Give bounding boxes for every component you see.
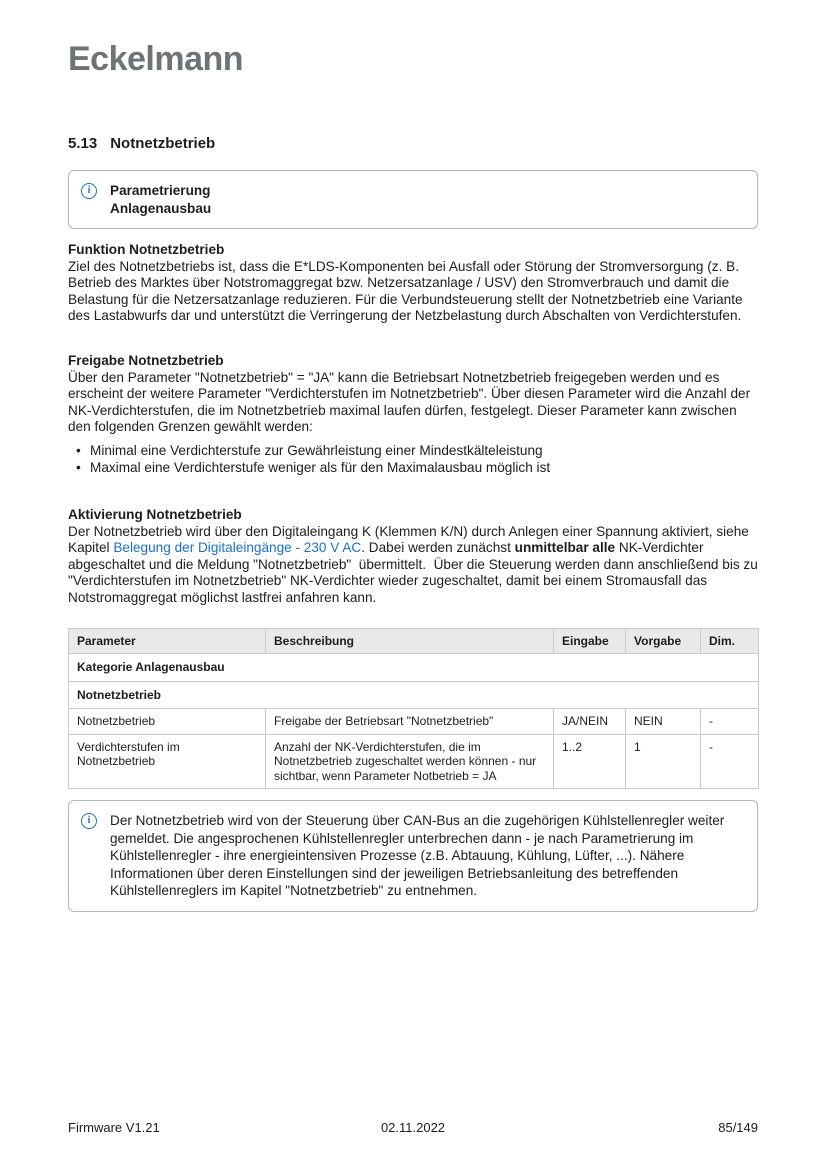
- aktivierung-section: [68, 506, 762, 607]
- column-header-eingabe: Eingabe: [554, 628, 626, 654]
- freigabe-section: [68, 353, 758, 476]
- info-box-text: [110, 182, 211, 217]
- bullet-item: • Minimal eine Verdichterstufe zur Gewährleistung einer Mindestkälteleistung: [76, 442, 758, 459]
- section-row-kategorie: Kategorie Anlagenausbau: [69, 654, 759, 682]
- funktion-section: [68, 242, 758, 325]
- cell-parameter: Notnetzbetrieb: [69, 709, 266, 735]
- footer-page-number: 85/149: [718, 1120, 758, 1135]
- footer-date: 02.11.2022: [380, 1120, 446, 1135]
- cell-eingabe: JA/NEIN: [554, 709, 626, 735]
- info-box-bottom-text: Der Notnetzbetrieb wird von der Steuerung über CAN-Bus an die zugehörigen Kühlstellenregler weiter gemeldet. Die angesprochenen Kühlstellenregler unterbrechen dann - je nach Parametrierung im Kühlstellenregler - ihre energieintensiven Prozesse (z.B. Abtauung, Kühlung, Lüfter, ...). Nähere Informationen über deren Einstellungen sind der jeweiligen Betriebsanleitung des betreffenden Kühlstellenreglers im Kapitel "Notnetzbetrieb" zu entnehmen.: [110, 813, 725, 898]
- aktivierung-text-after-link: . Dabei werden zunächst: [361, 540, 515, 556]
- section-number: 5.13: [68, 135, 98, 152]
- table-section-row: [69, 654, 759, 682]
- cell-beschreibung: Anzahl der NK-Verdichterstufen, die im Notnetzbetrieb zugeschaltet werden können - nur sichtbar, wenn Parameter Notbetrieb = JA: [266, 734, 554, 789]
- company-logo: Eckelmann: [68, 40, 244, 78]
- table-row: [69, 734, 759, 789]
- cell-dim: -: [701, 734, 759, 789]
- column-header-parameter: Parameter: [69, 628, 266, 654]
- column-header-beschreibung: Beschreibung: [266, 628, 554, 654]
- section-row-notnetzbetrieb: Notnetzbetrieb: [69, 681, 759, 709]
- freigabe-paragraph: Über den Parameter "Notnetzbetrieb" = "JA" kann die Betriebsart Notnetzbetrieb freigegeben werden und es erscheint der weitere Parameter "Verdichterstufen im Notnetzbetrieb". Über diesen Parameter wird die Anzahl der NK-Verdichterstufen, die im Notnetzbetrieb maximal laufen dürfen, festgelegt. Dieser Parameter kann zwischen den folgenden Grenzen gewählt werden:: [68, 369, 751, 435]
- table-section-row: [69, 681, 759, 709]
- footer-firmware-version: Firmware V1.21: [68, 1120, 160, 1135]
- cell-beschreibung: Freigabe der Betriebsart "Notnetzbetrieb": [266, 709, 554, 735]
- column-header-vorgabe: Vorgabe: [626, 628, 701, 654]
- page-footer: [68, 1120, 758, 1135]
- funktion-heading: Funktion Notnetzbetrieb: [68, 242, 225, 257]
- info-box-parametrierung: [68, 170, 758, 229]
- cell-eingabe: 1..2: [554, 734, 626, 789]
- info-line-anlagenausbau: Anlagenausbau: [110, 200, 212, 216]
- aktivierung-bold-text: unmittelbar alle: [514, 540, 616, 556]
- cell-dim: -: [701, 709, 759, 735]
- cell-vorgabe: NEIN: [626, 709, 701, 735]
- aktivierung-text-after-bold: NK-Verdichter abgeschaltet und die Meldung "Notnetzbetrieb" übermittelt. Über die Steuerung werden dann anschließend bis zu "Verdichterstufen im Notnetzbetrieb" NK-Verdichter wieder zugeschaltet, damit bei einem Stromausfall das Notstromaggregat möglichst lastfrei anfahren kann.: [68, 540, 762, 605]
- info-box-can-bus: [68, 800, 758, 912]
- freigabe-bullet-list: [68, 442, 758, 476]
- funktion-paragraph: Ziel des Notnetzbetriebs ist, dass die E*LDS-Komponenten bei Ausfall oder Störung der Stromversorgung (z. B. Betrieb des Marktes über Notstromaggregat bzw. Netzersatzanlage / USV) den Stromverbrauch und damit die Belastung für die Netzersatzanlage reduzieren. Für die Verbundsteuerung stellt der Notnetzbetrieb eine Variante des Lastabwurfs dar und unterstützt die Verringerung der Netzbelastung durch Abschalten von Verdichterstufen.: [68, 258, 743, 324]
- cell-vorgabe: 1: [626, 734, 701, 789]
- section-heading: [68, 136, 758, 152]
- info-line-parametrierung: Parametrierung: [110, 183, 211, 198]
- info-circle-icon: i: [81, 183, 97, 199]
- cell-parameter: Verdichterstufen im Notnetzbetrieb: [69, 734, 266, 789]
- parameter-table: [68, 628, 759, 790]
- table-row: [69, 709, 759, 735]
- column-header-dim: Dim.: [701, 628, 759, 654]
- digitaleingaenge-chapter-link[interactable]: Belegung der Digitaleingänge - 230 V AC: [113, 540, 362, 556]
- aktivierung-heading: Aktivierung Notnetzbetrieb: [68, 506, 242, 522]
- info-circle-icon: i: [81, 813, 97, 829]
- aktivierung-text-before-link: Der Notnetzbetrieb wird über den Digitaleingang K (Klemmen K/N) durch Anlegen einer Spannung aktiviert, siehe Kapitel: [68, 523, 753, 556]
- section-title: Notnetzbetrieb: [110, 135, 216, 152]
- freigabe-heading: Freigabe Notnetzbetrieb: [68, 352, 224, 368]
- aktivierung-paragraph: [68, 523, 762, 607]
- table-header-row: [69, 628, 759, 654]
- bullet-item: • Maximal eine Verdichterstufe weniger als für den Maximalausbau möglich ist: [76, 459, 758, 476]
